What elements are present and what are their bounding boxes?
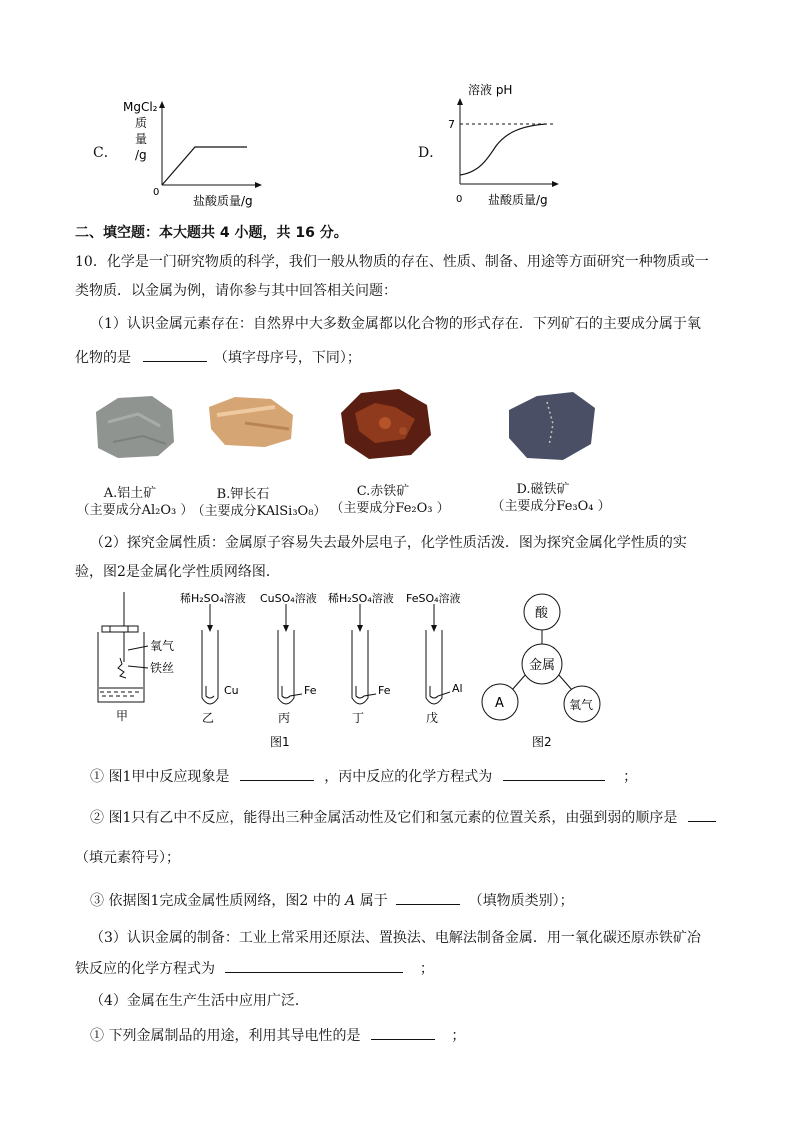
s3-text-a: ③ 依据图1完成金属性质网络，图2 中的 [90, 893, 341, 909]
tube-yi-reagent: 稀H₂SO₄溶液 [180, 592, 246, 605]
p4-s1-line [90, 1025, 465, 1045]
tube-bing-reagent: CuSO₄溶液 [260, 592, 317, 605]
graph-d-ylabel: 溶液 pH [468, 83, 513, 97]
tube-yi-name: 乙 [202, 711, 215, 725]
p1-line2 [75, 347, 361, 367]
p3-line2 [75, 958, 434, 978]
mineral-b-name: B.钾长石 [216, 487, 270, 502]
s3-text-c: （填物质类别）； [468, 893, 574, 909]
s3-text-b: 属于 [359, 893, 388, 909]
p4-line: （4）金属在生产生活中应用广泛． [90, 993, 309, 1009]
tube-bing-metal: Fe [304, 684, 317, 697]
fig2-label-oxygen: 氧气 [569, 698, 594, 712]
mineral-c-name: C.赤铁矿 [356, 484, 410, 499]
tube-ding-name: 丁 [352, 711, 365, 725]
p3-blank[interactable] [225, 958, 403, 973]
q10-intro-line1: 10．化学是一门研究物质的科学，我们一般从物质的存在、性质、制备、用途等方面研究一种物质或一 [75, 254, 709, 270]
mineral-d-comp: （主要成分Fe₃O₄ ） [491, 499, 611, 514]
jar-label-oxygen: 氧气 [150, 639, 175, 653]
s3-var: A [345, 893, 356, 909]
figure-1-caption: 图1 [270, 735, 290, 749]
mineral-a-image [88, 392, 178, 462]
graph-c-x-arrow [255, 182, 262, 188]
graph-d-x-arrow [552, 181, 559, 187]
graph-c-origin: 0 [153, 187, 160, 198]
tube-wu-name: 戊 [426, 711, 439, 725]
graph-d-curve [460, 124, 546, 175]
fig2-label-metal: 金属 [529, 658, 556, 673]
mineral-a-comp: （主要成分Al₂O₃ ） [76, 503, 194, 518]
option-d-label: D． [418, 145, 444, 161]
mineral-c-image [335, 383, 435, 463]
p3-text-b: ； [419, 961, 434, 977]
s1-blank-1[interactable] [240, 766, 314, 781]
s1-text-c: ； [623, 769, 638, 785]
tube-bing-name: 丙 [278, 711, 291, 725]
graph-c-xlabel: 盐酸质量/g [193, 194, 253, 208]
p4-s1-blank[interactable] [371, 1025, 435, 1040]
s2-line2: （填元素符号）； [75, 850, 180, 866]
graph-d-xlabel: 盐酸质量/g [488, 193, 548, 207]
p2-line2: 验，图2是金属化学性质网络图． [75, 564, 280, 580]
p3-line1: （3）认识金属的制备：工业上常采用还原法、置换法、电解法制备金属．用一氧化碳还原赤铁矿冶 [90, 930, 701, 946]
p1-line1: （1）认识金属元素存在：自然界中大多数金属都以化合物的形式存在．下列矿石的主要成分属于氧 [90, 316, 701, 332]
graph-c-ylabel-3: 量 [135, 132, 148, 146]
p4-s1-text-b: ； [451, 1028, 466, 1044]
p1-line2-hint: （填字母序号，下同）； [213, 350, 361, 366]
tube-wu [426, 604, 450, 704]
graph-d-tick-7: 7 [448, 118, 455, 131]
tube-bing [278, 604, 302, 704]
mineral-d-name: D.磁铁矿 [516, 482, 570, 497]
s1-blank-2[interactable] [503, 766, 605, 781]
section-title: 二、填空题：本大题共 4 小题，共 16 分。 [75, 225, 348, 241]
jar-name: 甲 [116, 709, 129, 723]
p3-text-a: 铁反应的化学方程式为 [75, 961, 215, 977]
p4-s1-text-a: ① 下列金属制品的用途，利用其导电性的是 [90, 1028, 361, 1044]
mineral-a-name: A.铝土矿 [103, 486, 157, 501]
graph-d-y-arrow [457, 98, 463, 105]
tube-ding-reagent: 稀H₂SO₄溶液 [328, 592, 394, 605]
graph-d-origin: 0 [456, 194, 463, 205]
tube-wu-metal: Al [452, 682, 463, 695]
fig2-label-acid: 酸 [535, 606, 549, 621]
s3-blank[interactable] [396, 890, 460, 905]
option-c-label: C． [93, 145, 118, 161]
s1-text-b: ，丙中反应的化学方程式为 [324, 769, 493, 785]
s2-line1 [90, 807, 716, 827]
p1-line2-text: 化物的是 [75, 350, 131, 366]
s2-blank[interactable] [688, 807, 716, 822]
mineral-c-comp: （主要成分Fe₂O₃ ） [330, 501, 450, 516]
s2-text-a: ② 图1只有乙中不反应，能得出三种金属活动性及它们和氢元素的位置关系，由强到弱的顺序是 [90, 810, 678, 826]
jar-apparatus [98, 592, 148, 702]
figure-1 [82, 590, 482, 750]
tube-wu-reagent: FeSO₄溶液 [406, 592, 461, 605]
tube-ding [352, 604, 376, 704]
mineral-b-image [205, 393, 297, 451]
graph-d [440, 78, 570, 210]
s1-line [90, 766, 637, 786]
graph-c [115, 95, 275, 210]
figure-2 [478, 590, 608, 750]
tube-ding-metal: Fe [378, 684, 391, 697]
mineral-d-image [503, 388, 599, 464]
p2-line1: （2）探究金属性质：金属原子容易失去最外层电子，化学性质活泼．图为探究金属化学性质的实 [90, 535, 687, 551]
q10-intro-line2: 类物质．以金属为例，请你参与其中回答相关问题： [75, 283, 397, 299]
s3-line [90, 890, 574, 910]
graph-c-ylabel-1: MgCl₂ [123, 100, 158, 114]
tube-yi-metal: Cu [224, 684, 239, 697]
s1-text-a: ① 图1甲中反应现象是 [90, 769, 230, 785]
mineral-b-comp: （主要成分KAlSi₃O₈） [191, 504, 327, 519]
graph-c-ylabel-2: 质 [135, 116, 148, 130]
jar-label-wire: 铁丝 [150, 661, 175, 675]
p1-answer-blank[interactable] [143, 347, 207, 362]
graph-c-y-arrow [159, 101, 165, 108]
figure-2-caption: 图2 [532, 735, 552, 749]
graph-c-curve [162, 147, 247, 185]
fig2-label-a: A [495, 696, 504, 711]
tube-yi [202, 604, 218, 704]
graph-c-ylabel-4: /g [135, 148, 147, 162]
